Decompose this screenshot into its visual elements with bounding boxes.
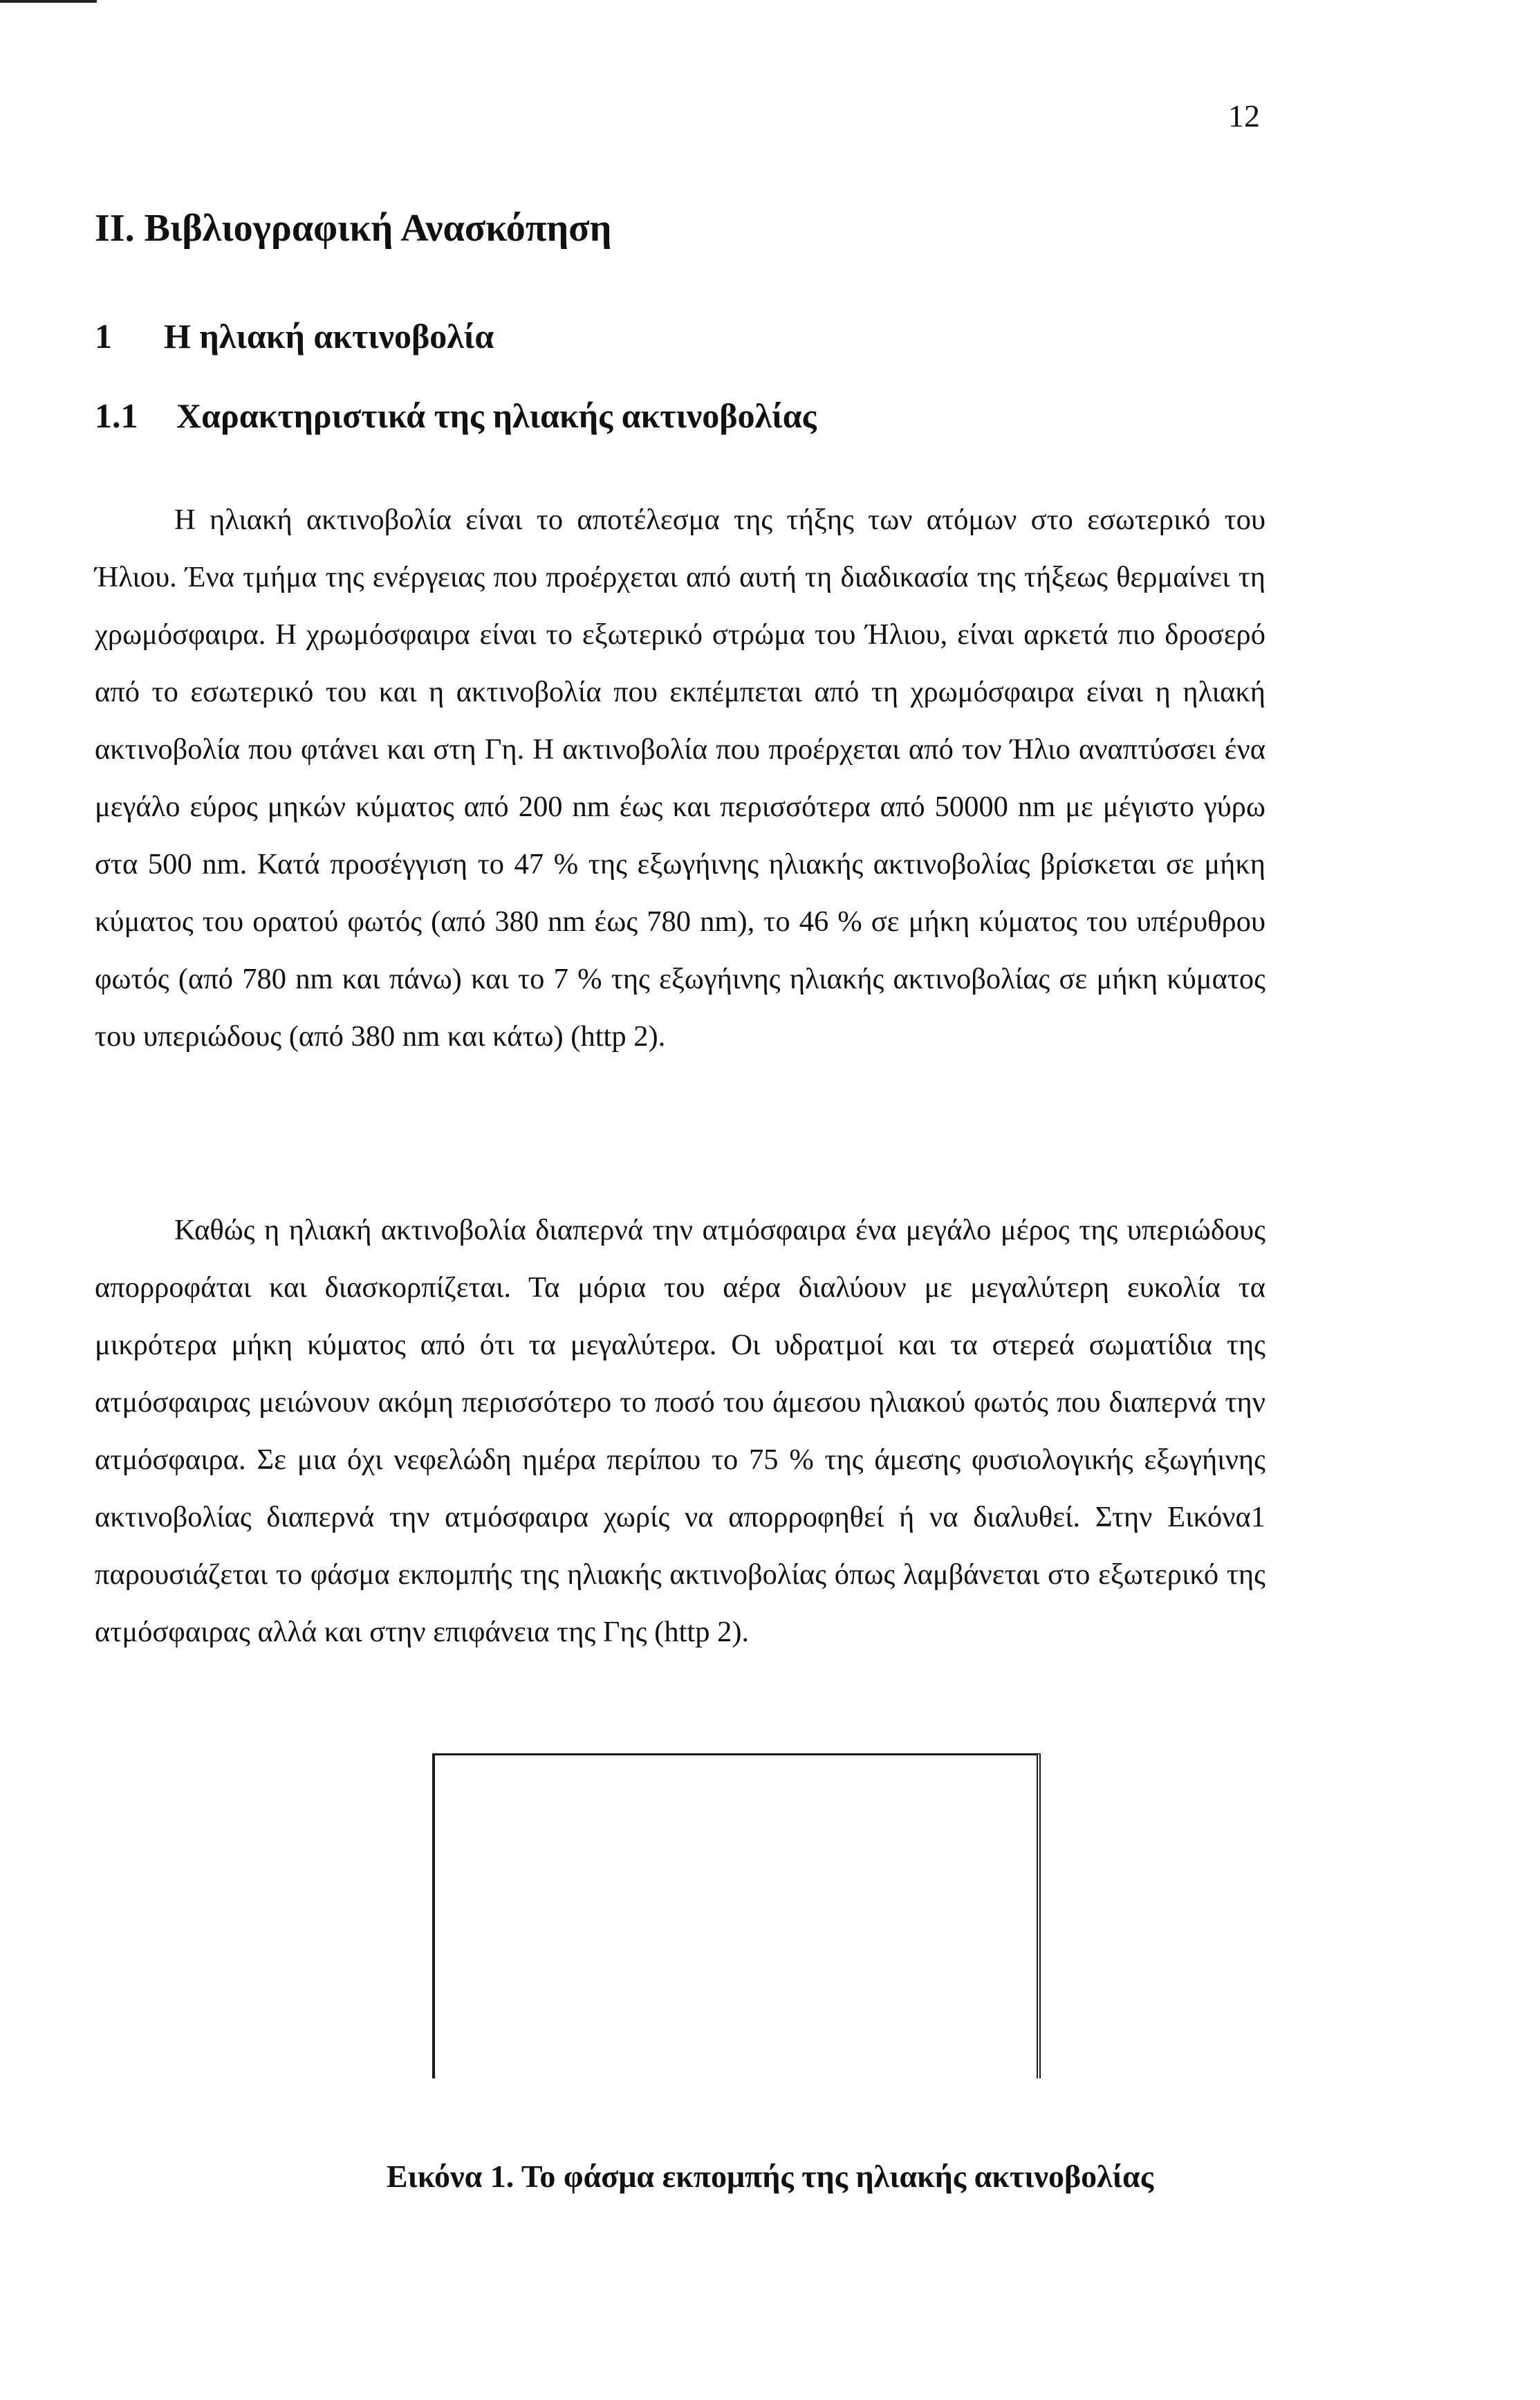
scan-edge-mark xyxy=(0,0,97,3)
subsection-title: Χαρακτηριστικά της ηλιακής ακτινοβολίας xyxy=(176,396,817,435)
page-number: 12 xyxy=(1228,98,1260,133)
figure-1-frame xyxy=(432,1753,1041,2078)
subsection-heading xyxy=(95,394,817,437)
body-paragraph-1: Η ηλιακή ακτινοβολία είναι το αποτέλεσμα της τήξης των ατόμων στο εσωτερικό του Ήλιου. Ένα τμήμα της ενέργειας που προέρχεται από αυτή τη διαδικασία της τήξεως θερμαίνει τη χρωμόσφαιρα. Η χρωμόσφαιρα είναι το εξωτερικό στρώμα του Ήλιου, είναι αρκετά πιο δροσερό από το εσωτερικό του και η ακτινοβολία που εκπέμπεται από τη χρωμόσφαιρα είναι η ηλιακή ακτινοβολία που φτάνει και στη Γη. Η ακτινοβολία που προέρχεται από τον Ήλιο αναπτύσσει ένα μεγάλο εύρος μηκών κύματος από 200 nm έως και περισσότερα από 50000 nm με μέγιστο γύρω στα 500 nm. Κατά προσέγγιση το 47 % της εξωγήινης ηλιακής ακτινοβολίας βρίσκεται σε μήκη κύματος του ορατού φωτός (από 380 nm έως 780 nm), το 46 % σε μήκη κύματος του υπέρυθρου φωτός (από 780 nm και πάνω) και το 7 % της εξωγήινης ηλιακής ακτινοβολίας σε μήκη κύματος του υπεριώδους (από 380 nm και κάτω) (http 2). xyxy=(95,504,1265,1053)
section-title: Η ηλιακή ακτινοβολία xyxy=(164,317,494,356)
figure-1-caption: Εικόνα 1. Το φάσμα εκπομπής της ηλιακής ακτινοβολίας xyxy=(386,2159,1154,2194)
section-heading xyxy=(95,315,494,358)
subsection-number: 1.1 xyxy=(95,396,138,435)
section-number: 1 xyxy=(95,317,112,356)
body-paragraph-2: Καθώς η ηλιακή ακτινοβολία διαπερνά την ατμόσφαιρα ένα μεγάλο μέρος της υπεριώδους απορροφάται και διασκορπίζεται. Τα μόρια του αέρα διαλύουν με μεγαλύτερη ευκολία τα μικρότερα μήκη κύματος από ότι τα μεγαλύτερα. Οι υδρατμοί και τα στερεά σωματίδια της ατμόσφαιρας μειώνουν ακόμη περισσότερο το ποσό του άμεσου ηλιακού φωτός που διαπερνά την ατμόσφαιρα. Σε μια όχι νεφελώδη ημέρα περίπου το 75 % της άμεσης φυσιολογικής εξωγήινης ακτινοβολίας διαπερνά την ατμόσφαιρα χωρίς να απορροφηθεί ή να διαλυθεί. Στην Εικόνα1 παρουσιάζεται το φάσμα εκπομπής της ηλιακής ακτινοβολίας όπως λαμβάνεται στο εξωτερικό της ατμόσφαιρας αλλά και στην επιφάνεια της Γης (http 2). xyxy=(95,1214,1265,1648)
chapter-heading: II. Βιβλιογραφική Ανασκόπηση xyxy=(95,207,612,250)
